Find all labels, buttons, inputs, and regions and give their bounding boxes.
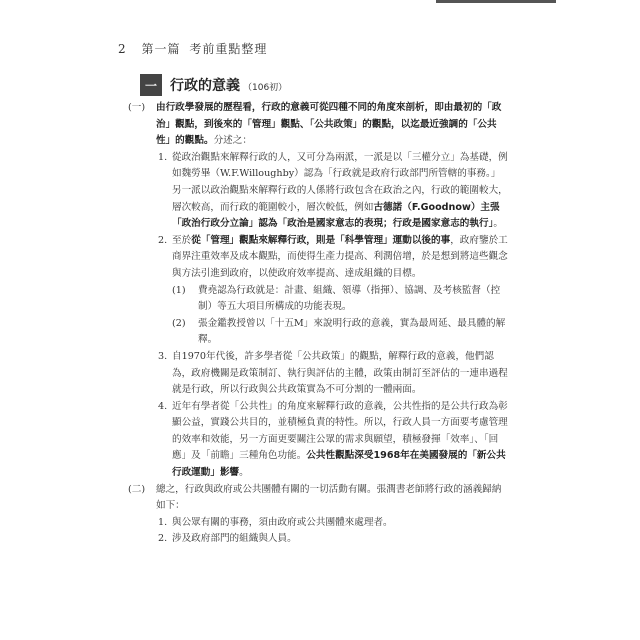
section-heading xyxy=(140,74,287,96)
plain-text: 。 xyxy=(239,467,249,479)
bold-text: 從「管理」觀點來解釋行政，則是「科學管理」運動以後的事 xyxy=(191,234,451,246)
paragraph-1 xyxy=(128,100,508,150)
sub-item-marker: (1) xyxy=(172,284,186,296)
item-text xyxy=(172,399,508,482)
paragraph-marker: (一) xyxy=(128,102,146,113)
item-marker: 2. xyxy=(158,533,168,545)
sub-item-text: 張金鑑教授曾以「十五M」來說明行政的意義，實為最周延、最具體的解釋。 xyxy=(198,317,506,346)
bold-text: 古德諾（F.Goodnow）主張「政治行政分立論」認為「政治是國家意志的表現；行政是國家意志的執行」 xyxy=(172,201,500,230)
running-header xyxy=(118,40,267,57)
section-title xyxy=(170,75,287,95)
part-label: 第一篇 xyxy=(141,42,181,56)
list-item xyxy=(158,399,508,482)
section-number-box: 一 xyxy=(140,74,162,96)
bold-text: 由行政學發展的歷程看，行政的意義可從四種不同的角度來剖析，即由最初的「政治」觀點，到後來的「管理」觀點、「公共政策」的觀點，以迄最近強調的「公共性」的觀點。 xyxy=(156,102,502,147)
list-item xyxy=(158,150,508,233)
paragraph-text xyxy=(156,100,508,150)
plain-text: 從政治觀點來解釋行政的人，又可分為兩派，一派是以「三權分立」為基礎，例如魏勞畢（W.F.Willoughby）認為「行政就是政府行政部門所管轄的事務。」另一派以政治觀點來解釋行政的人係將行政包含在政治之內，行政的範圍較大，層次較高，而行政的範圍較小，層次較低，例如 xyxy=(172,151,508,213)
list-item xyxy=(158,531,508,548)
item-marker: 3. xyxy=(158,350,168,362)
plain-text: 近年有學者從「公共性」的角度來解釋行政的意義，公共性指的是公共行政為彰顯公益，實踐公共目的，並積極負責的特性。所以，行政人員一方面要考慮管理的效率和效能，另一方面更要關注公眾的需求與願望，積極發揮「效率」、「回應」及「前瞻」三種角色功能。 xyxy=(172,400,508,462)
plain-text: 。 xyxy=(493,218,503,230)
item-text: 涉及政府部門的組織與人員。 xyxy=(172,533,297,545)
item-marker: 4. xyxy=(158,400,168,412)
plain-text: 分述之： xyxy=(213,135,252,147)
item-marker: 1. xyxy=(158,151,168,163)
item-marker: 2. xyxy=(158,234,168,246)
list-item xyxy=(158,233,508,283)
body-content xyxy=(128,100,508,548)
sub-item xyxy=(172,316,508,349)
item-text: 自1970年代後，許多學者從「公共政策」的觀點，解釋行政的意義，他們認為，政府機關是政策制訂、執行與評估的主體，政策由制訂至評估的一連串過程就是行政，所以行政與公共政策實為不可分割的一體兩面。 xyxy=(172,350,508,396)
sub-item-text: 費堯認為行政就是：計畫、組織、領導（指揮）、協調、及考核監督（控制）等五大項目所構成的功能表現。 xyxy=(198,284,501,313)
bold-text: 公共性觀點深受1968年在美國發展的「新公共行政運動」影響 xyxy=(172,450,506,479)
paragraph-2 xyxy=(128,482,508,515)
list-item xyxy=(158,349,508,399)
item-text xyxy=(172,233,508,283)
sub-item xyxy=(172,283,508,316)
page-number: 2 xyxy=(118,42,127,56)
item-text xyxy=(172,150,508,233)
sub-item-marker: (2) xyxy=(172,317,186,329)
list-item xyxy=(158,515,508,532)
header-title: 考前重點整理 xyxy=(189,42,268,56)
plain-text: 至於 xyxy=(172,234,192,246)
plain-text: ，政府鑒於工商界注重效率及成本觀點，而使得生產力提高、利潤倍增，於是想到將這些觀念與方法引進到政府，以使政府效率提高、達成組織的目標。 xyxy=(172,234,508,279)
section-note: （106初） xyxy=(243,83,288,93)
paragraph-marker: (二) xyxy=(128,483,146,495)
item-text: 與公眾有關的事務，須由政府或公共團體來處理者。 xyxy=(172,516,393,528)
paragraph-text: 總之，行政與政府或公共團體有關的一切活動有關。張潤書老師將行政的涵義歸納如下： xyxy=(156,483,502,512)
section-title-text: 行政的意義 xyxy=(170,78,240,94)
item-marker: 1. xyxy=(158,516,168,528)
top-rule xyxy=(436,0,556,3)
